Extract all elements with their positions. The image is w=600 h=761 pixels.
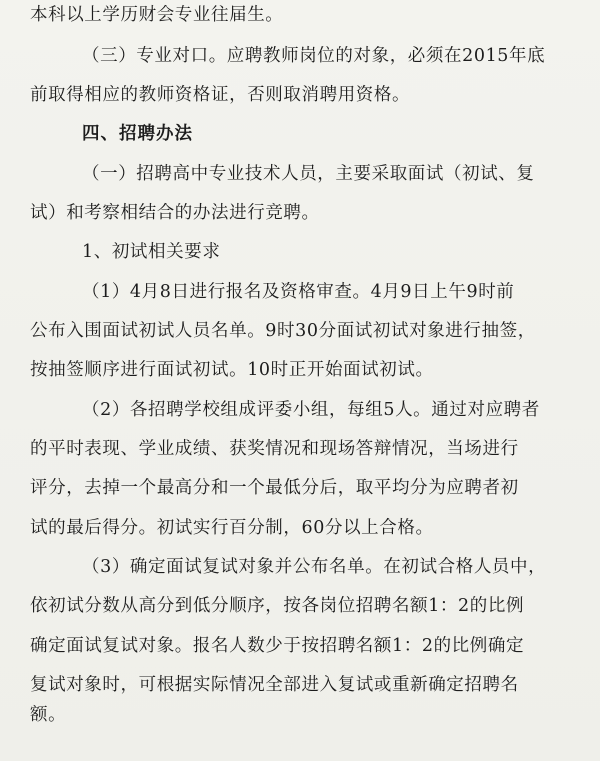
paragraph-line: 试）和考察相结合的办法进行竞聘。 [30,203,320,223]
paragraph-line: （一）招聘高中专业技术人员，主要采取面试（初试、复 [82,164,535,184]
paragraph-line: 试的最后得分。初试实行百分制，60分以上合格。 [30,518,434,538]
paragraph-line: （2）各招聘学校组成评委小组，每组5人。通过对应聘者 [82,400,540,420]
paragraph-line: 按抽签顺序进行面试初试。10时正开始面试初试。 [30,360,434,380]
paragraph-line: 复试对象时，可根据实际情况全部进入复试或重新确定招聘名 [30,675,519,695]
paragraph-line: 评分，去掉一个最高分和一个最低分后，取平均分为应聘者初 [30,478,519,498]
paragraph-line: 确定面试复试对象。报名人数少于按招聘名额1：2的比例确定 [30,636,525,656]
paragraph-line: 的平时表现、学业成绩、获奖情况和现场答辩情况，当场进行 [30,439,519,459]
paragraph-line: 依初试分数从高分到低分顺序，按各岗位招聘名额1：2的比例 [30,596,525,616]
paragraph-line: 额。 [30,705,67,725]
paragraph-line: 本科以上学历财会专业往届生。 [30,5,284,25]
paragraph-line: 前取得相应的教师资格证，否则取消聘用资格。 [30,85,411,105]
section-heading: 四、招聘办法 [82,124,193,144]
subsection-heading: 1、初试相关要求 [82,242,221,262]
paragraph-line: （1）4月8日进行报名及资格审查。4月9日上午9时前 [82,282,515,302]
paragraph-line: （三）专业对口。应聘教师岗位的对象，必须在2015年底 [82,46,546,66]
paragraph-line: 公布入围面试初试人员名单。9时30分面试初试对象进行抽签， [30,321,536,341]
paragraph-line: （3）确定面试复试对象并公布名单。在初试合格人员中， [82,557,547,577]
